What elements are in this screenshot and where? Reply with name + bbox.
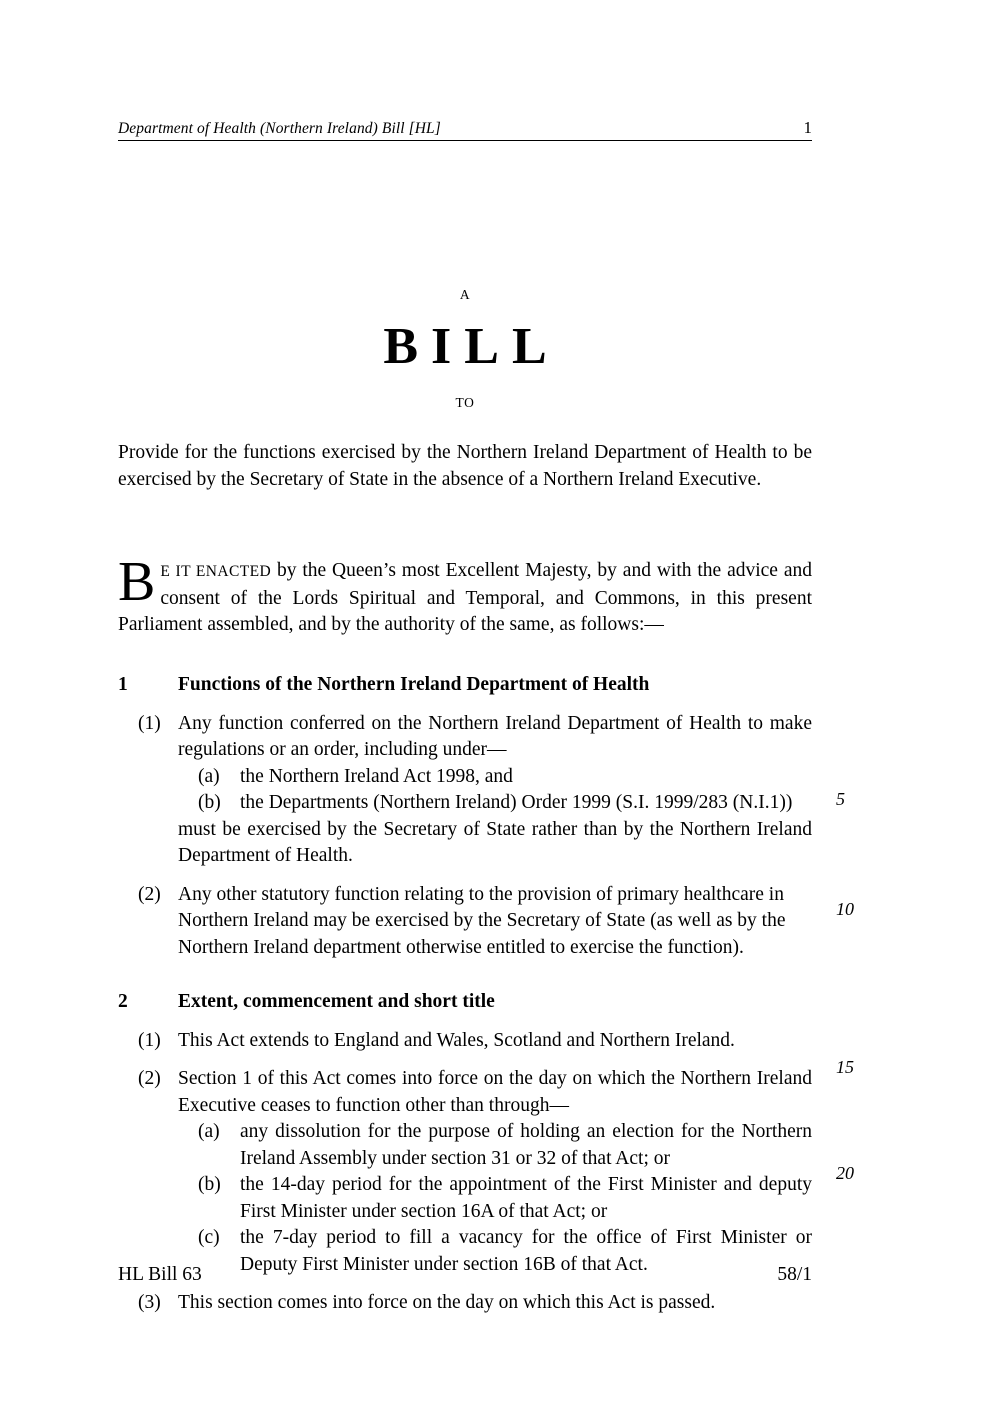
subsection-marker: (1)	[138, 1029, 161, 1051]
paragraph	[178, 1172, 812, 1225]
bill-section	[118, 672, 812, 961]
page-footer	[118, 1262, 812, 1288]
subsection-marker: (2)	[138, 1068, 161, 1089]
paragraph-text: the 7-day period to fill a vacancy for the office of First Minister or Deputy First Minister under section 16B of that Act.	[240, 1227, 812, 1275]
footer-bill-reference: HL Bill 63	[118, 1264, 202, 1285]
footer-print-reference: 58/1	[777, 1264, 812, 1285]
line-number: 20	[836, 1163, 854, 1183]
section-heading	[118, 672, 812, 699]
subsection	[118, 1028, 812, 1055]
enacting-drop-cap: B	[118, 551, 156, 613]
paragraph	[178, 790, 812, 817]
paragraph-text: any dissolution for the purpose of holding an election for the Northern Ireland Assembly under section 31 or 32 of that Act; or	[240, 1121, 812, 1169]
paragraph	[178, 764, 812, 791]
subsection-marker: (3)	[138, 1292, 161, 1313]
line-number: 15	[836, 1057, 854, 1077]
paragraph-marker: (a)	[198, 1121, 220, 1142]
paragraph-text: the Departments (Northern Ireland) Order 1999 (S.I. 1999/283 (N.I.1))	[240, 792, 793, 813]
subsection	[118, 1066, 812, 1278]
subsection-text: Section 1 of this Act comes into force on the day on which the Northern Ireland Executive ceases to function other than through—	[178, 1068, 812, 1116]
subsection-text: This section comes into force on the day on which this Act is passed.	[178, 1292, 716, 1313]
paragraph-text: the Northern Ireland Act 1998, and	[240, 765, 513, 787]
long-title-paragraph: Provide for the functions exercised by the Northern Ireland Department of Health to be exercised by the Secretary of State in the absence of a Northern Ireland Executive.	[118, 442, 812, 490]
subsection	[118, 711, 812, 870]
subsection-marker: (1)	[138, 712, 161, 734]
bill-body	[118, 672, 812, 1329]
paragraph-marker: (b)	[198, 792, 221, 813]
enacting-rest-text: by the Queen’s most Excellent Majesty, by and with the advice and consent of the Lords Spiritual and Temporal, and Commons, in this present Parliament assembled, and by the authority of the same, as follows:—	[118, 560, 812, 635]
line-number: 10	[836, 899, 854, 919]
paragraph	[178, 1119, 812, 1172]
section-number: 2	[118, 991, 128, 1012]
paragraph-marker: (b)	[198, 1174, 221, 1195]
subsection	[118, 1290, 812, 1317]
enacting-small-caps: E IT ENACTED	[160, 563, 272, 580]
subsection-marker: (2)	[138, 883, 161, 905]
paragraph-marker: (a)	[198, 765, 220, 787]
page-header	[118, 112, 812, 141]
section-heading-text: Functions of the Northern Ireland Department of Health	[178, 674, 650, 695]
title-bill-word: BILL	[383, 317, 560, 375]
header-page-number: 1	[803, 118, 812, 138]
subsection	[118, 882, 812, 962]
paragraph-marker: (c)	[198, 1227, 220, 1248]
subsection-text: Any other statutory function relating to the provision of primary healthcare in Northern Ireland may be exercised by the Secretary of State (as well as by the Northern Ireland department otherwise entitled to exercise the function).	[178, 883, 786, 958]
title-to-word: TO	[455, 394, 475, 410]
enacting-formula	[118, 551, 812, 639]
bill-title-block	[118, 288, 812, 409]
paragraph-text: the 14-day period for the appointment of the First Minister and deputy First Minister under section 16A of that Act; or	[240, 1174, 812, 1222]
subsection-closing-text: must be exercised by the Secretary of State rather than by the Northern Ireland Department of Health.	[178, 818, 812, 866]
section-heading-text: Extent, commencement and short title	[178, 991, 495, 1012]
subsection-text: Any function conferred on the Northern Ireland Department of Health to make regulations or an order, including under—	[178, 712, 812, 760]
line-number: 5	[836, 789, 845, 809]
title-article-a: A	[459, 287, 471, 302]
section-heading	[118, 989, 812, 1016]
subsection-text: This Act extends to England and Wales, Scotland and Northern Ireland.	[178, 1029, 735, 1051]
header-bill-title: Department of Health (Northern Ireland) Bill [HL]	[118, 119, 441, 137]
section-number: 1	[118, 674, 128, 695]
